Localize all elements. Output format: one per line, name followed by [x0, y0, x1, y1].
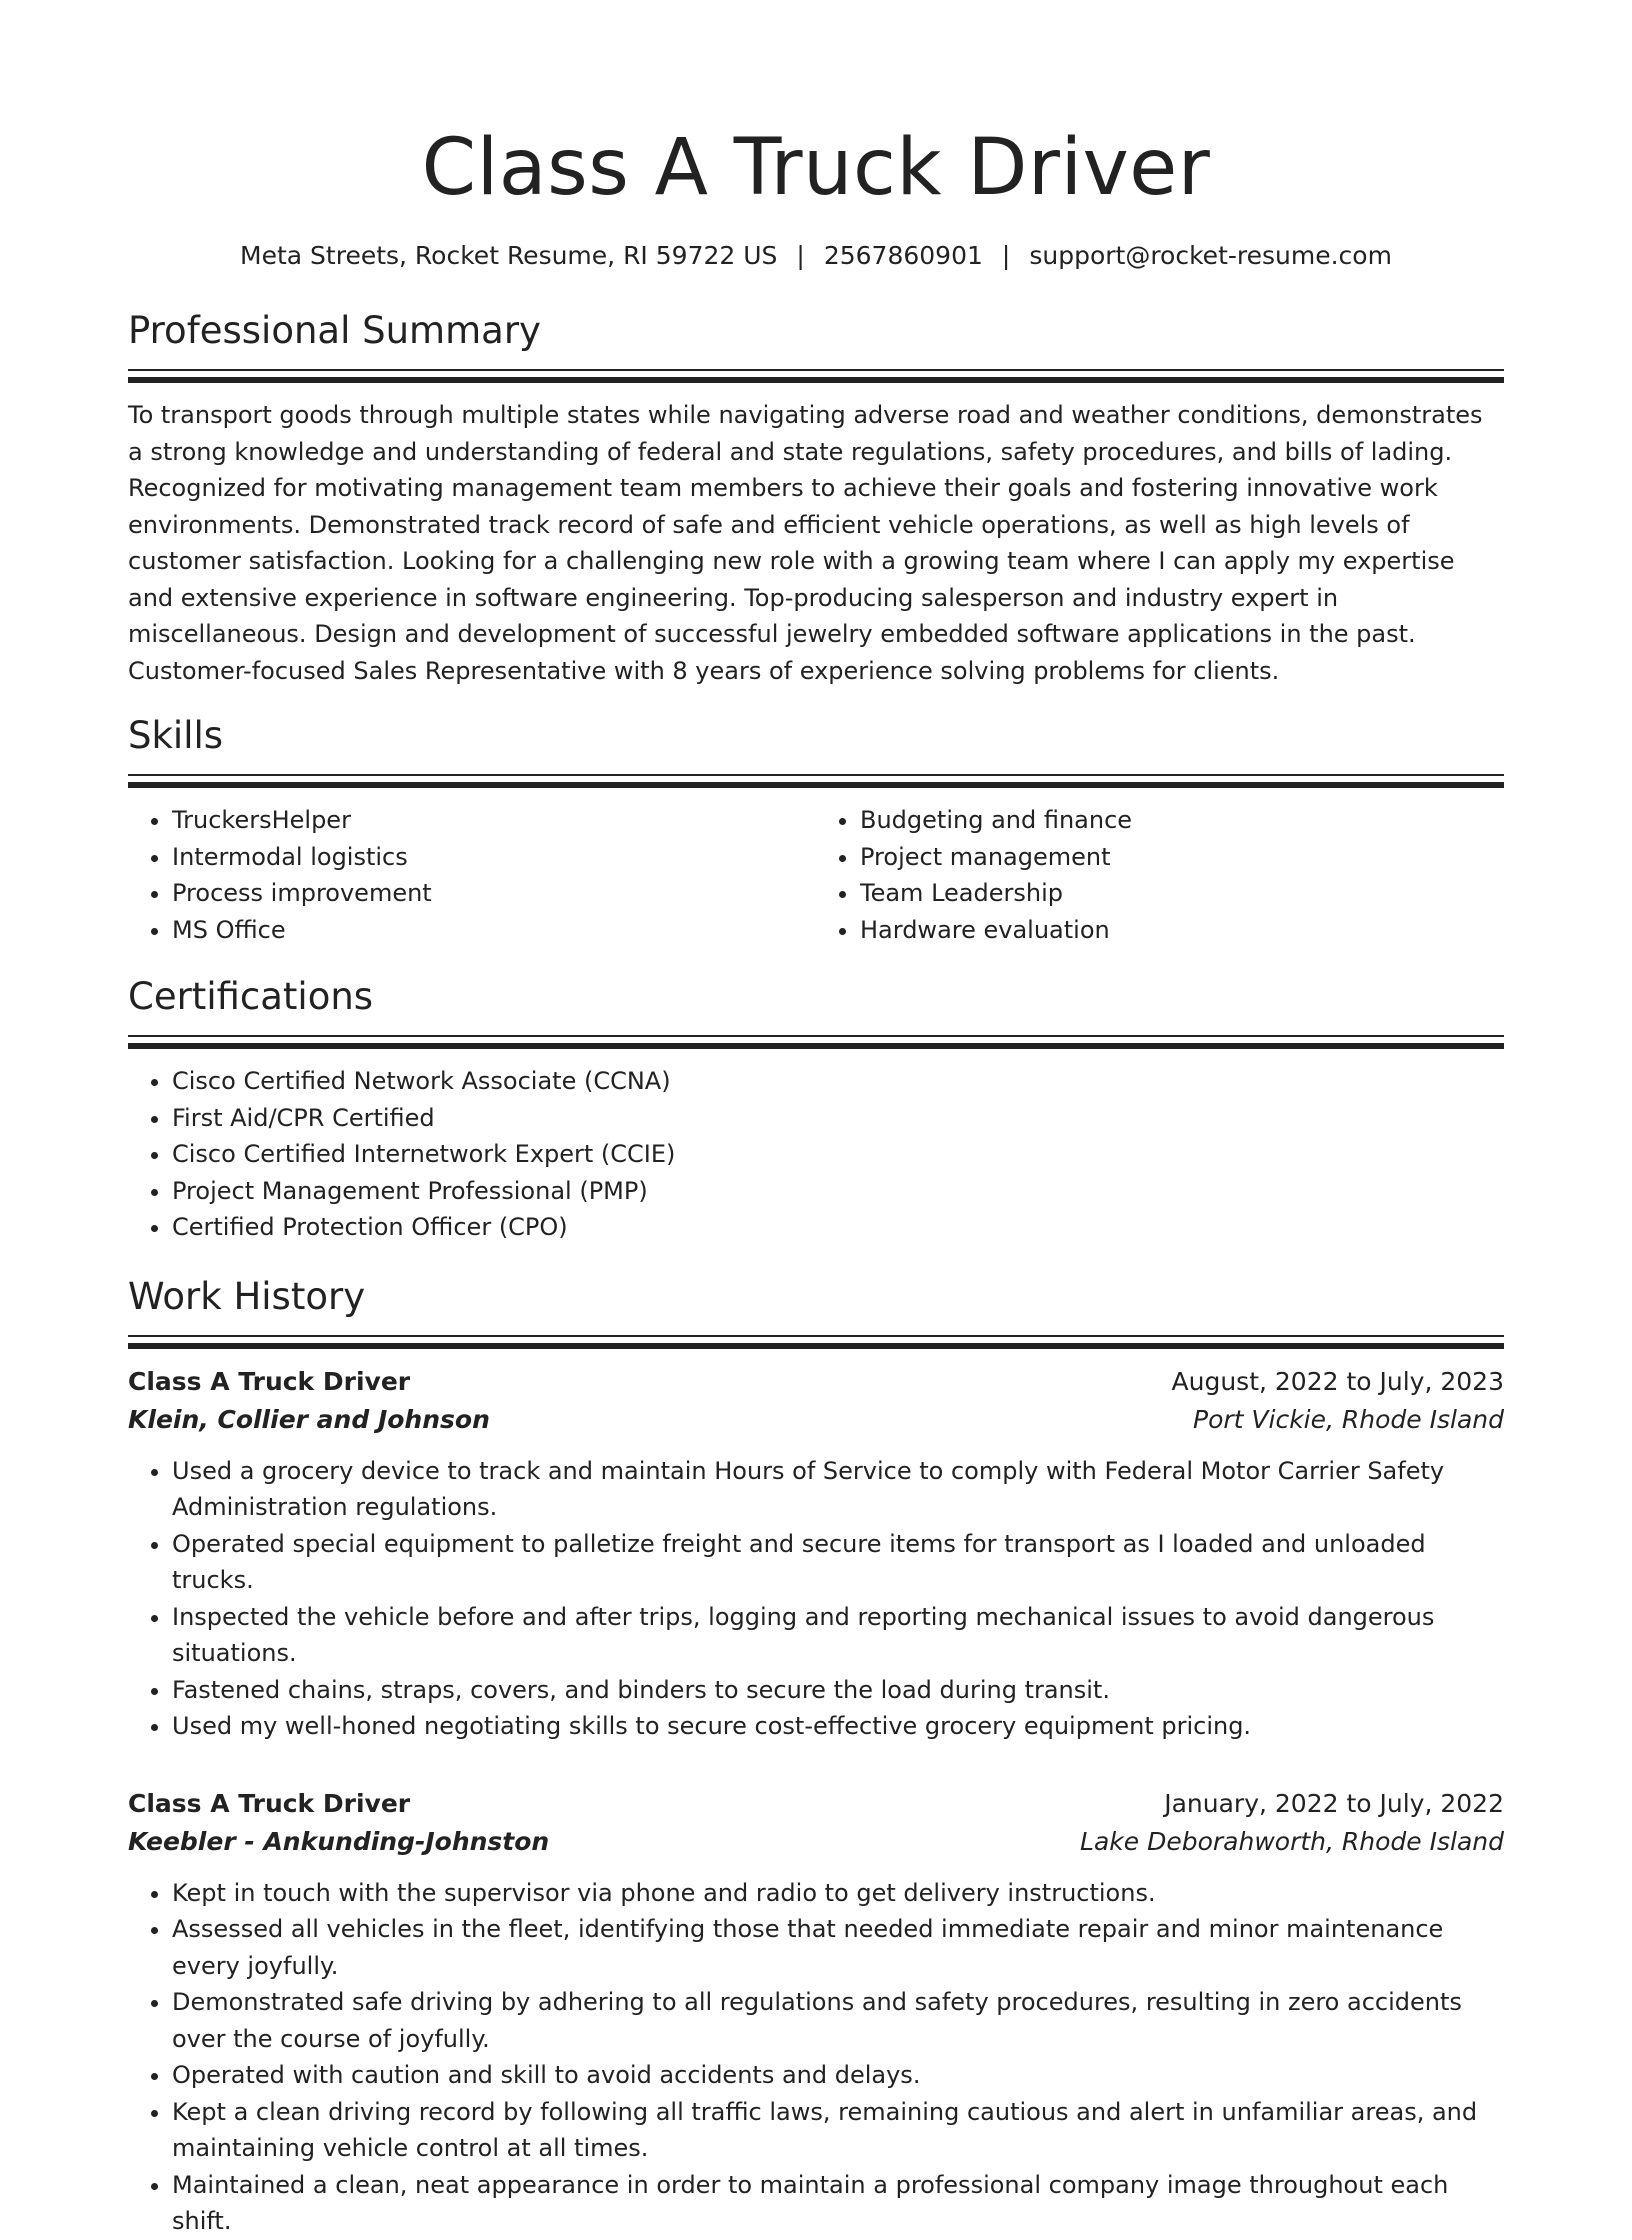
- job-title: Class A Truck Driver: [128, 1788, 411, 1818]
- contact-separator: |: [796, 241, 805, 270]
- job-bullet: • Operated special equipment to palletize freight and secure items for transport as I loaded and unloaded trucks.: [172, 1526, 1504, 1599]
- job-bullet: • Fastened chains, straps, covers, and binders to secure the load during transit.: [172, 1672, 1504, 1709]
- certifications-list: [128, 1063, 1504, 1246]
- job-dates: January, 2022 to July, 2022: [1164, 1788, 1504, 1818]
- resume-name: Class A Truck Driver: [421, 123, 1211, 213]
- contact-email: support@rocket-resume.com: [1029, 241, 1392, 270]
- section-title-summary: Professional Summary: [128, 309, 541, 352]
- section-divider: [128, 369, 1504, 383]
- job-bullet: • Kept in touch with the supervisor via phone and radio to get delivery instructions.: [172, 1875, 1504, 1912]
- contact-line: [128, 240, 1504, 272]
- section-divider: [128, 1335, 1504, 1349]
- job-bullets: [128, 1453, 1504, 1745]
- job-bullets: [128, 1875, 1504, 2240]
- skills-right-list: [816, 802, 1504, 948]
- section-title-skills: Skills: [128, 714, 224, 757]
- job-location: Port Vickie, Rhode Island: [1193, 1404, 1504, 1434]
- section-divider: [128, 774, 1504, 788]
- job-bullet: • Assessed all vehicles in the fleet, identifying those that needed immediate repair and minor maintenance every joyfully.: [172, 1911, 1504, 1984]
- certification-item: • Project Management Professional (PMP): [172, 1173, 1504, 1210]
- job-dates: August, 2022 to July, 2023: [1171, 1366, 1504, 1396]
- skills-left-list: [128, 802, 816, 948]
- section-title-certifications: Certifications: [128, 975, 374, 1018]
- job-bullet: • Used a grocery device to track and maintain Hours of Service to comply with Federal Motor Carrier Safety Administration regulations.: [172, 1453, 1504, 1526]
- job-entry: [128, 1785, 1504, 2240]
- job-location: Lake Deborahworth, Rhode Island: [1080, 1826, 1504, 1856]
- job-company: Klein, Collier and Johnson: [128, 1404, 490, 1434]
- job-entry: [128, 1363, 1504, 1745]
- job-subheader-row: [128, 1823, 1504, 1861]
- skill-item: • MS Office: [172, 912, 816, 949]
- certifications-section: [128, 972, 1504, 1246]
- job-bullet: • Used my well-honed negotiating skills to secure cost-effective grocery equipment pricing.: [172, 1708, 1504, 1745]
- skills-section: [128, 711, 1504, 948]
- skill-item: • TruckersHelper: [172, 802, 816, 839]
- skill-item: • Project management: [860, 839, 1504, 876]
- section-divider: [128, 1035, 1504, 1049]
- contact-address: Meta Streets, Rocket Resume, RI 59722 US: [240, 241, 778, 270]
- job-subheader-row: [128, 1401, 1504, 1439]
- job-bullet: • Inspected the vehicle before and after trips, logging and reporting mechanical issues to avoid dangerous situations.: [172, 1599, 1504, 1672]
- certification-item: • Cisco Certified Network Associate (CCNA): [172, 1063, 1504, 1100]
- job-bullet: • Kept a clean driving record by following all traffic laws, remaining cautious and alert in unfamiliar areas, and maintaining vehicle control at all times.: [172, 2094, 1504, 2167]
- work-history-section: [128, 1272, 1504, 2240]
- skill-item: • Process improvement: [172, 875, 816, 912]
- certification-item: • First Aid/CPR Certified: [172, 1100, 1504, 1137]
- contact-phone: 2567860901: [823, 241, 983, 270]
- job-bullet: • Operated with caution and skill to avoid accidents and delays.: [172, 2057, 1504, 2094]
- job-bullet: • Demonstrated safe driving by adhering to all regulations and safety procedures, resulting in zero accidents over the course of joyfully.: [172, 1984, 1504, 2057]
- skills-columns: [128, 802, 1504, 948]
- skill-item: • Team Leadership: [860, 875, 1504, 912]
- skill-item: • Budgeting and finance: [860, 802, 1504, 839]
- job-company: Keebler - Ankunding-Johnston: [128, 1826, 550, 1856]
- summary-text: To transport goods through multiple states while navigating adverse road and weather conditions, demonstrates a strong knowledge and understanding of federal and state regulations, safety procedures, and bills of lading. Recognized for motivating management team members to achieve their goals and fostering innovative work environments. Demonstrated track record of safe and efficient vehicle operations, as well as high levels of customer satisfaction. Looking for a challenging new role with a growing team where I can apply my expertise and extensive experience in software engineering. Top-producing salesperson and industry expert in miscellaneous. Design and development of successful jewelry embedded software applications in the past. Customer-focused Sales Representative with 8 years of experience solving problems for clients.: [128, 401, 1483, 685]
- job-header-row: [128, 1785, 1504, 1823]
- job-title: Class A Truck Driver: [128, 1366, 411, 1396]
- skill-item: • Hardware evaluation: [860, 912, 1504, 949]
- section-title-work-history: Work History: [128, 1274, 366, 1318]
- job-header-row: [128, 1363, 1504, 1401]
- certification-item: • Certified Protection Officer (CPO): [172, 1209, 1504, 1246]
- contact-separator: |: [1001, 241, 1011, 270]
- certification-item: • Cisco Certified Internetwork Expert (CCIE): [172, 1136, 1504, 1173]
- job-bullet: • Maintained a clean, neat appearance in order to maintain a professional company image throughout each shift.: [172, 2167, 1504, 2240]
- skill-item: • Intermodal logistics: [172, 839, 816, 876]
- resume-page: [128, 0, 1504, 2240]
- summary-section: [128, 306, 1504, 689]
